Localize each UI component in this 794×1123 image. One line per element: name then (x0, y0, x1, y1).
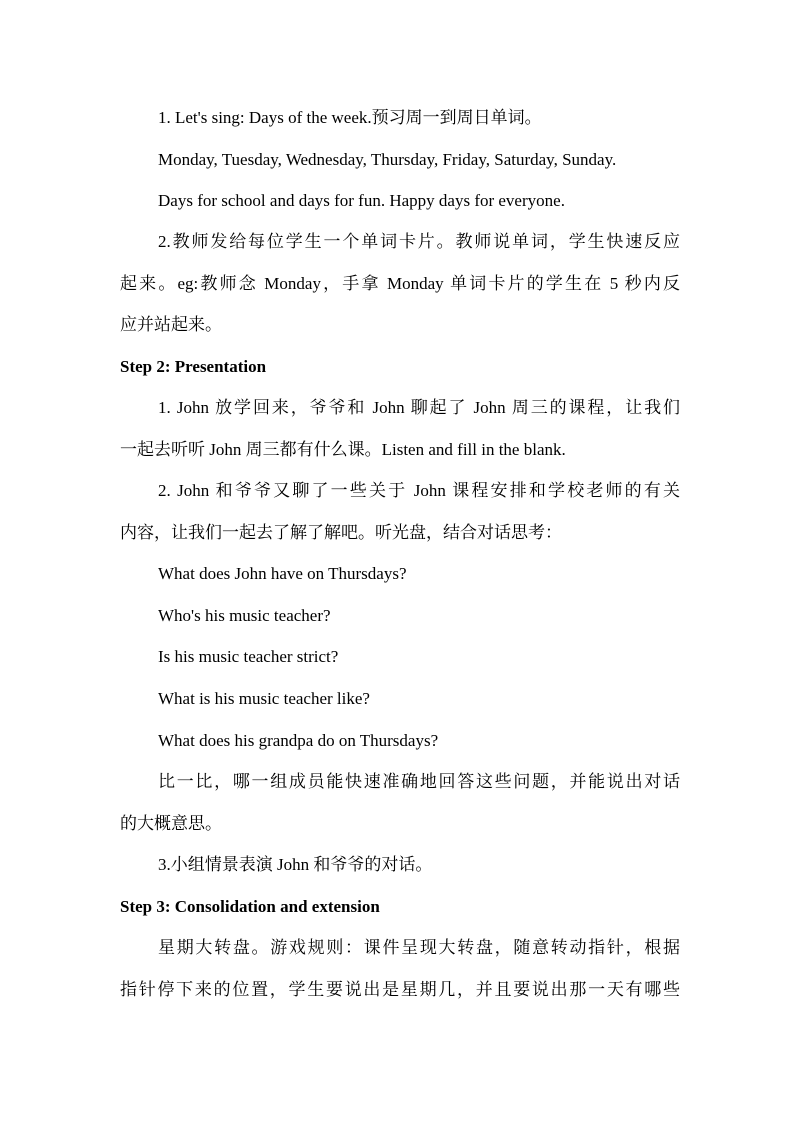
paragraph-sing-days: 1. Let's sing: Days of the week.预习周一到周日单词。 (158, 108, 542, 127)
paragraph-word-cards-line1: 2.教师发给每位学生一个单词卡片。教师说单词，学生快速反应 (158, 232, 680, 251)
paragraph-john-grandpa-line2: 内容，让我们一起去了解了解吧。听光盘，结合对话思考： (120, 523, 562, 542)
question-2: Who's his music teacher? (158, 606, 331, 625)
paragraph-john-grandpa-line1: 2. John 和爷爷又聊了一些关于 John 课程安排和学校老师的有关 (158, 481, 680, 500)
paragraph-compete-line2: 的大概意思。 (120, 814, 222, 833)
question-1: What does John have on Thursdays? (158, 564, 407, 583)
paragraph-wheel-game-line2: 指针停下来的位置，学生要说出是星期几，并且要说出那一天有哪些 (120, 980, 680, 999)
days-list: Monday, Tuesday, Wednesday, Thursday, Friday, Saturday, Sunday. (158, 150, 617, 169)
paragraph-john-wednesday-line2: 一起去听听 John 周三都有什么课。Listen and fill in the blank. (120, 440, 566, 459)
song-lyric: Days for school and days for fun. Happy days for everyone. (158, 191, 565, 210)
paragraph-john-wednesday-line1: 1. John 放学回来，爷爷和 John 聊起了 John 周三的课程，让我们 (158, 398, 680, 417)
paragraph-wheel-game-line1: 星期大转盘。游戏规则：课件呈现大转盘，随意转动指针，根据 (158, 938, 680, 957)
paragraph-compete-line1: 比一比，哪一组成员能快速准确地回答这些问题，并能说出对话 (158, 772, 680, 791)
step2-heading: Step 2: Presentation (120, 357, 267, 376)
question-3: Is his music teacher strict? (158, 647, 339, 666)
paragraph-role-play: 3.小组情景表演 John 和爷爷的对话。 (158, 855, 433, 874)
paragraph-word-cards-line2: 起来。eg:教师念 Monday，手拿 Monday 单词卡片的学生在 5 秒内反 (120, 274, 680, 293)
question-4: What is his music teacher like? (158, 689, 370, 708)
paragraph-word-cards-line3: 应并站起来。 (120, 315, 222, 334)
step3-heading: Step 3: Consolidation and extension (120, 897, 380, 916)
question-5: What does his grandpa do on Thursdays? (158, 731, 439, 750)
